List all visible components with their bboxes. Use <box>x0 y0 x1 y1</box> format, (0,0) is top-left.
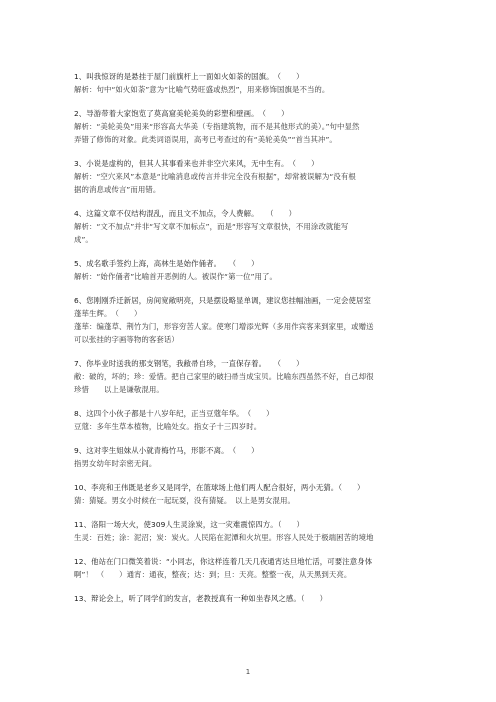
explanation-text: 猜：猜疑。男女小时候在一起玩耍，没有猜疑。 以上是男女混用。 <box>74 496 296 505</box>
question-text: 12、他站在门口微笑着说：“小同志，你这样连着几天几夜通宵达旦地忙活，可要注意身体 <box>74 557 373 566</box>
question-item <box>74 444 434 470</box>
question-item <box>74 70 434 96</box>
question-item <box>74 157 434 196</box>
explanation-text: 解析：“空穴来风”本意是“比喻消息或传言并非完全没有根据”，却常被误解为“没有根 <box>74 172 356 181</box>
question-item <box>74 207 434 246</box>
question-text: 4、这篇文章不仅结构混乱，而且文不加点，令人费解。 （ ） <box>74 209 297 218</box>
question-item <box>74 107 434 146</box>
question-item <box>74 294 434 346</box>
question-item <box>74 357 434 396</box>
question-item <box>74 407 434 433</box>
question-item <box>74 518 434 544</box>
explanation-text: 解析：“美轮美奂”用来“形容高大华美（专指建筑物，而不是其他形式的美）。”句中显然 <box>74 122 360 131</box>
question-text: 7、你毕业时送我的那支钢笔，我敝帚自珍，一直保存着。 （ ） <box>74 359 304 368</box>
question-text: 2、导游带着大家饱览了莫高窟美轮美奂的彩塑和壁画。 （ ） <box>74 109 289 118</box>
explanation-text: 解析：“文不加点”并非“写文章不加标点”，而是“形容写文章很快，不用涂改就能写 <box>74 222 349 231</box>
explanation-text: 珍惜 以上是谦敬混用。 <box>74 385 164 394</box>
question-text: 5、成名歌手签约上海，高林生是始作俑者。 （ ） <box>74 259 259 268</box>
explanation-text: 生灵：百姓；涂：泥沼；炭：炭火。人民陷在泥潭和火坑里。形容人民处于极端困苦的境地 <box>74 533 374 542</box>
explanation-text: 弄错了修饰的对象。此类词语误用，高考已考查过的有“美轮美奂”“首当其冲”。 <box>74 135 337 144</box>
explanation-text: 可以张挂的字画等物的客套话） <box>74 335 179 344</box>
explanation-text: 豆蔻：多年生草本植物，比喻处女。指女子十三四岁时。 <box>74 422 262 431</box>
question-text: 1、叫我惊讶的是悬挂于屋门前旗杆上一面如火如荼的国旗。 （ ） <box>74 72 304 81</box>
question-item <box>74 592 434 605</box>
question-item <box>74 555 434 581</box>
question-text: 9、这对孪生姐妹从小就青梅竹马，形影不离。 （ ） <box>74 446 259 455</box>
explanation-text: 蓬荜：编蓬草、荆竹为门，形容穷苦人家。使寒门增添光辉（多用作宾客来到家里，或赠送 <box>74 322 374 331</box>
question-text: 6、您刚刚乔迁新居，房间宽敞明亮，只是摆设略显单调，建议您挂幅油画，一定会使居室 <box>74 296 371 305</box>
question-list <box>74 70 434 616</box>
question-text: 11、洛阳一场大火，使309人生灵涂炭，这一灾难震惊四方。（ ） <box>74 520 305 529</box>
question-text: 8、这四个小伙子都是十八岁年纪，正当豆蔻年华。 （ ） <box>74 409 274 418</box>
explanation-text: 蓬荜生辉。 （ ） <box>74 309 142 318</box>
explanation-text: 啊”！ （ ）通宵：通夜，整夜；达：到；旦：天亮。整整一夜，从天黑到天亮。 <box>74 570 352 579</box>
page-number: 1 <box>245 668 251 676</box>
explanation-text: 敝：破的，坏的；珍：爱惜。把自己家里的破扫帚当成宝贝。比喻东西虽然不好，自己却很 <box>74 372 374 381</box>
explanation-text: 解析：“始作俑者”比喻首开恶例的人。被误作“第一位”用了。 <box>74 272 277 281</box>
explanation-text: 成”。 <box>74 235 93 244</box>
question-item <box>74 481 434 507</box>
question-text: 10、李亮和王伟既是老乡又是同学，在篮球场上他们两人配合很好，两小无猜。（ ） <box>74 483 365 492</box>
question-item <box>74 257 434 283</box>
explanation-text: 解析：句中“如火如荼”意为“比喻气势旺盛或热烈”，用来修饰国旗是不当的。 <box>74 85 330 94</box>
question-text: 3、小说是虚构的，但其人其事看来也并非空穴来风，无中生有。 （ ） <box>74 159 319 168</box>
explanation-text: 据的消息或传言”而用错。 <box>74 185 161 194</box>
explanation-text: 指男女幼年时亲密无间。 <box>74 459 157 468</box>
question-text: 13、辩论会上，听了同学们的发言，老教授真有一种如坐春风之感。（ ） <box>74 594 328 603</box>
